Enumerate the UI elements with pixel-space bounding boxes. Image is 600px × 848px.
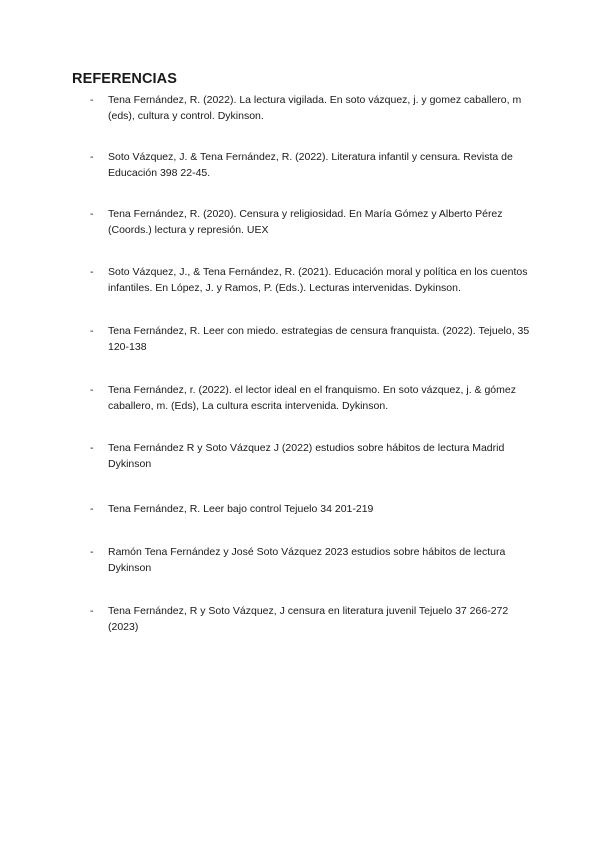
reference-text: Ramón Tena Fernández y José Soto Vázquez 2023 estudios sobre hábitos de lectura Dykinson [108, 546, 506, 574]
reference-text: Soto Vázquez, J. & Tena Fernández, R. (2022). Literatura infantil y censura. Revista de Educación 398 22-45. [108, 151, 513, 179]
reference-text: Tena Fernández R y Soto Vázquez J (2022) estudios sobre hábitos de lectura Madrid Dykinson [108, 442, 505, 470]
reference-text: Tena Fernández, R. (2022). La lectura vigilada. En soto vázquez, j. y gomez caballero, m (eds), cultura y control. Dykinson. [108, 94, 522, 122]
reference-text: Tena Fernández, r. (2022). el lector ideal en el franquismo. En soto vázquez, j. & gómez caballero, m. (Eds), La cultura escrita intervenida. Dykinson. [108, 384, 516, 412]
list-bullet: - [90, 605, 94, 617]
references-heading: REFERENCIAS [72, 71, 178, 87]
reference-text: Tena Fernández, R. Leer con miedo. estrategias de censura franquista. (2022). Tejuelo, 35 120-138 [108, 325, 530, 353]
reference-text: Tena Fernández, R. (2020). Censura y religiosidad. En María Gómez y Alberto Pérez (Coords.) lectura y represión. UEX [108, 208, 503, 236]
list-bullet: - [90, 442, 94, 454]
list-bullet: - [90, 546, 94, 558]
list-bullet: - [90, 503, 94, 515]
reference-text: Soto Vázquez, J., & Tena Fernández, R. (2021). Educación moral y política en los cuentos infantiles. En López, J. y Ramos, P. (Eds.). Lecturas intervenidas. Dykinson. [108, 266, 528, 294]
reference-text: Tena Fernández, R y Soto Vázquez, J censura en literatura juvenil Tejuelo 37 266-272 (2023) [108, 605, 509, 633]
list-bullet: - [90, 94, 94, 106]
list-bullet: - [90, 384, 94, 396]
list-bullet: - [90, 266, 94, 278]
reference-text: Tena Fernández, R. Leer bajo control Tejuelo 34 201-219 [108, 503, 374, 515]
list-bullet: - [90, 208, 94, 220]
list-bullet: - [90, 325, 94, 337]
list-bullet: - [90, 151, 94, 163]
